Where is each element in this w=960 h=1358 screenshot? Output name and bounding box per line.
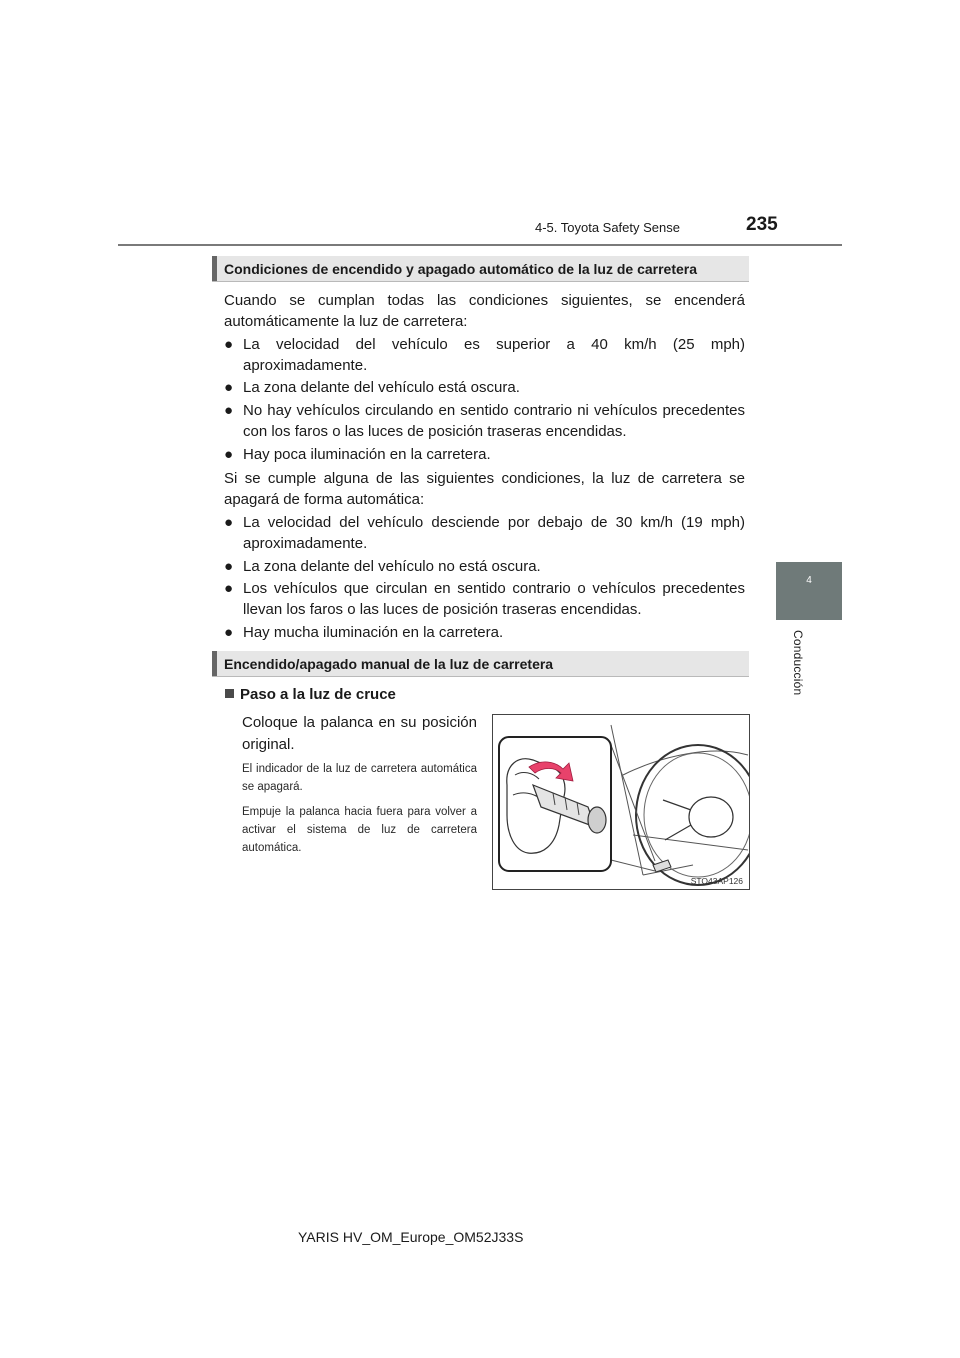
document-id: YARIS HV_OM_Europe_OM52J33S [298, 1229, 524, 1245]
illustration-code: STO43AP126 [690, 876, 743, 886]
list-item-text: Hay poca iluminación en la carretera. [243, 446, 491, 463]
note-text: El indicador de la luz de carretera automática se apagará. [242, 763, 477, 793]
page-number: 235 [746, 214, 778, 235]
list-item [224, 556, 745, 577]
list-item [224, 578, 745, 620]
list-item-text: Hay mucha iluminación en la carretera. [243, 624, 504, 641]
intro-on-paragraph: Cuando se cumplan todas las condiciones siguientes, se encenderá automáticamente la luz de carretera: [224, 292, 745, 330]
section-label: 4-5. Toyota Safety Sense [534, 220, 680, 235]
lever-illustration [492, 714, 750, 890]
list-item [224, 444, 745, 465]
heading-accent [212, 256, 217, 281]
bullet-icon: ● [224, 336, 234, 353]
subheading [225, 686, 396, 703]
lever-diagram [493, 715, 749, 889]
bullet-icon: ● [224, 558, 234, 575]
list-item [224, 622, 745, 643]
section-heading-manual-high-beam [212, 651, 749, 677]
list-item-text: La zona delante del vehículo está oscura. [243, 379, 520, 396]
list-item [224, 334, 745, 376]
chapter-name: Conducción [791, 630, 805, 696]
bullet-icon: ● [224, 580, 234, 597]
list-item [224, 377, 745, 398]
bullet-icon: ● [224, 514, 234, 531]
section-heading-text: Encendido/apagado manual de la luz de carretera [224, 656, 554, 672]
note-text: Empuje la palanca hacia fuera para volver a activar el sistema de luz de carretera automática. [242, 806, 477, 854]
subheading-text: Paso a la luz de cruce [240, 686, 396, 703]
heading-accent [212, 651, 217, 676]
list-item-text: No hay vehículos circulando en sentido contrario ni vehículos precedentes con los faros o las luces de posición traseras encendidas. [243, 402, 745, 440]
section-heading-text: Condiciones de encendido y apagado automático de la luz de carretera [224, 261, 698, 277]
intro-off-paragraph: Si se cumple alguna de las siguientes condiciones, la luz de carretera se apagará de forma automática: [224, 470, 745, 508]
list-item [224, 512, 745, 554]
bullet-icon: ● [224, 624, 234, 641]
header-divider [118, 244, 842, 246]
list-item-text: La zona delante del vehículo no está oscura. [243, 558, 541, 575]
chapter-tab [776, 562, 842, 620]
list-item [224, 400, 745, 442]
bullet-icon: ● [224, 446, 234, 463]
list-item-text: La velocidad del vehículo es superior a 40 km/h (25 mph) aproximadamente. [243, 336, 745, 374]
chapter-number: 4 [806, 575, 812, 586]
list-item-text: Los vehículos que circulan en sentido contrario o vehículos precedentes llevan los faros o las luces de posición traseras encendidas. [243, 580, 745, 618]
instruction-text: Coloque la palanca en su posición original. [242, 714, 477, 753]
list-item-text: La velocidad del vehículo desciende por debajo de 30 km/h (19 mph) aproximadamente. [243, 514, 745, 552]
section-heading-auto-high-beam [212, 256, 749, 282]
square-bullet-icon [225, 689, 234, 698]
bullet-icon: ● [224, 402, 234, 419]
bullet-icon: ● [224, 379, 234, 396]
